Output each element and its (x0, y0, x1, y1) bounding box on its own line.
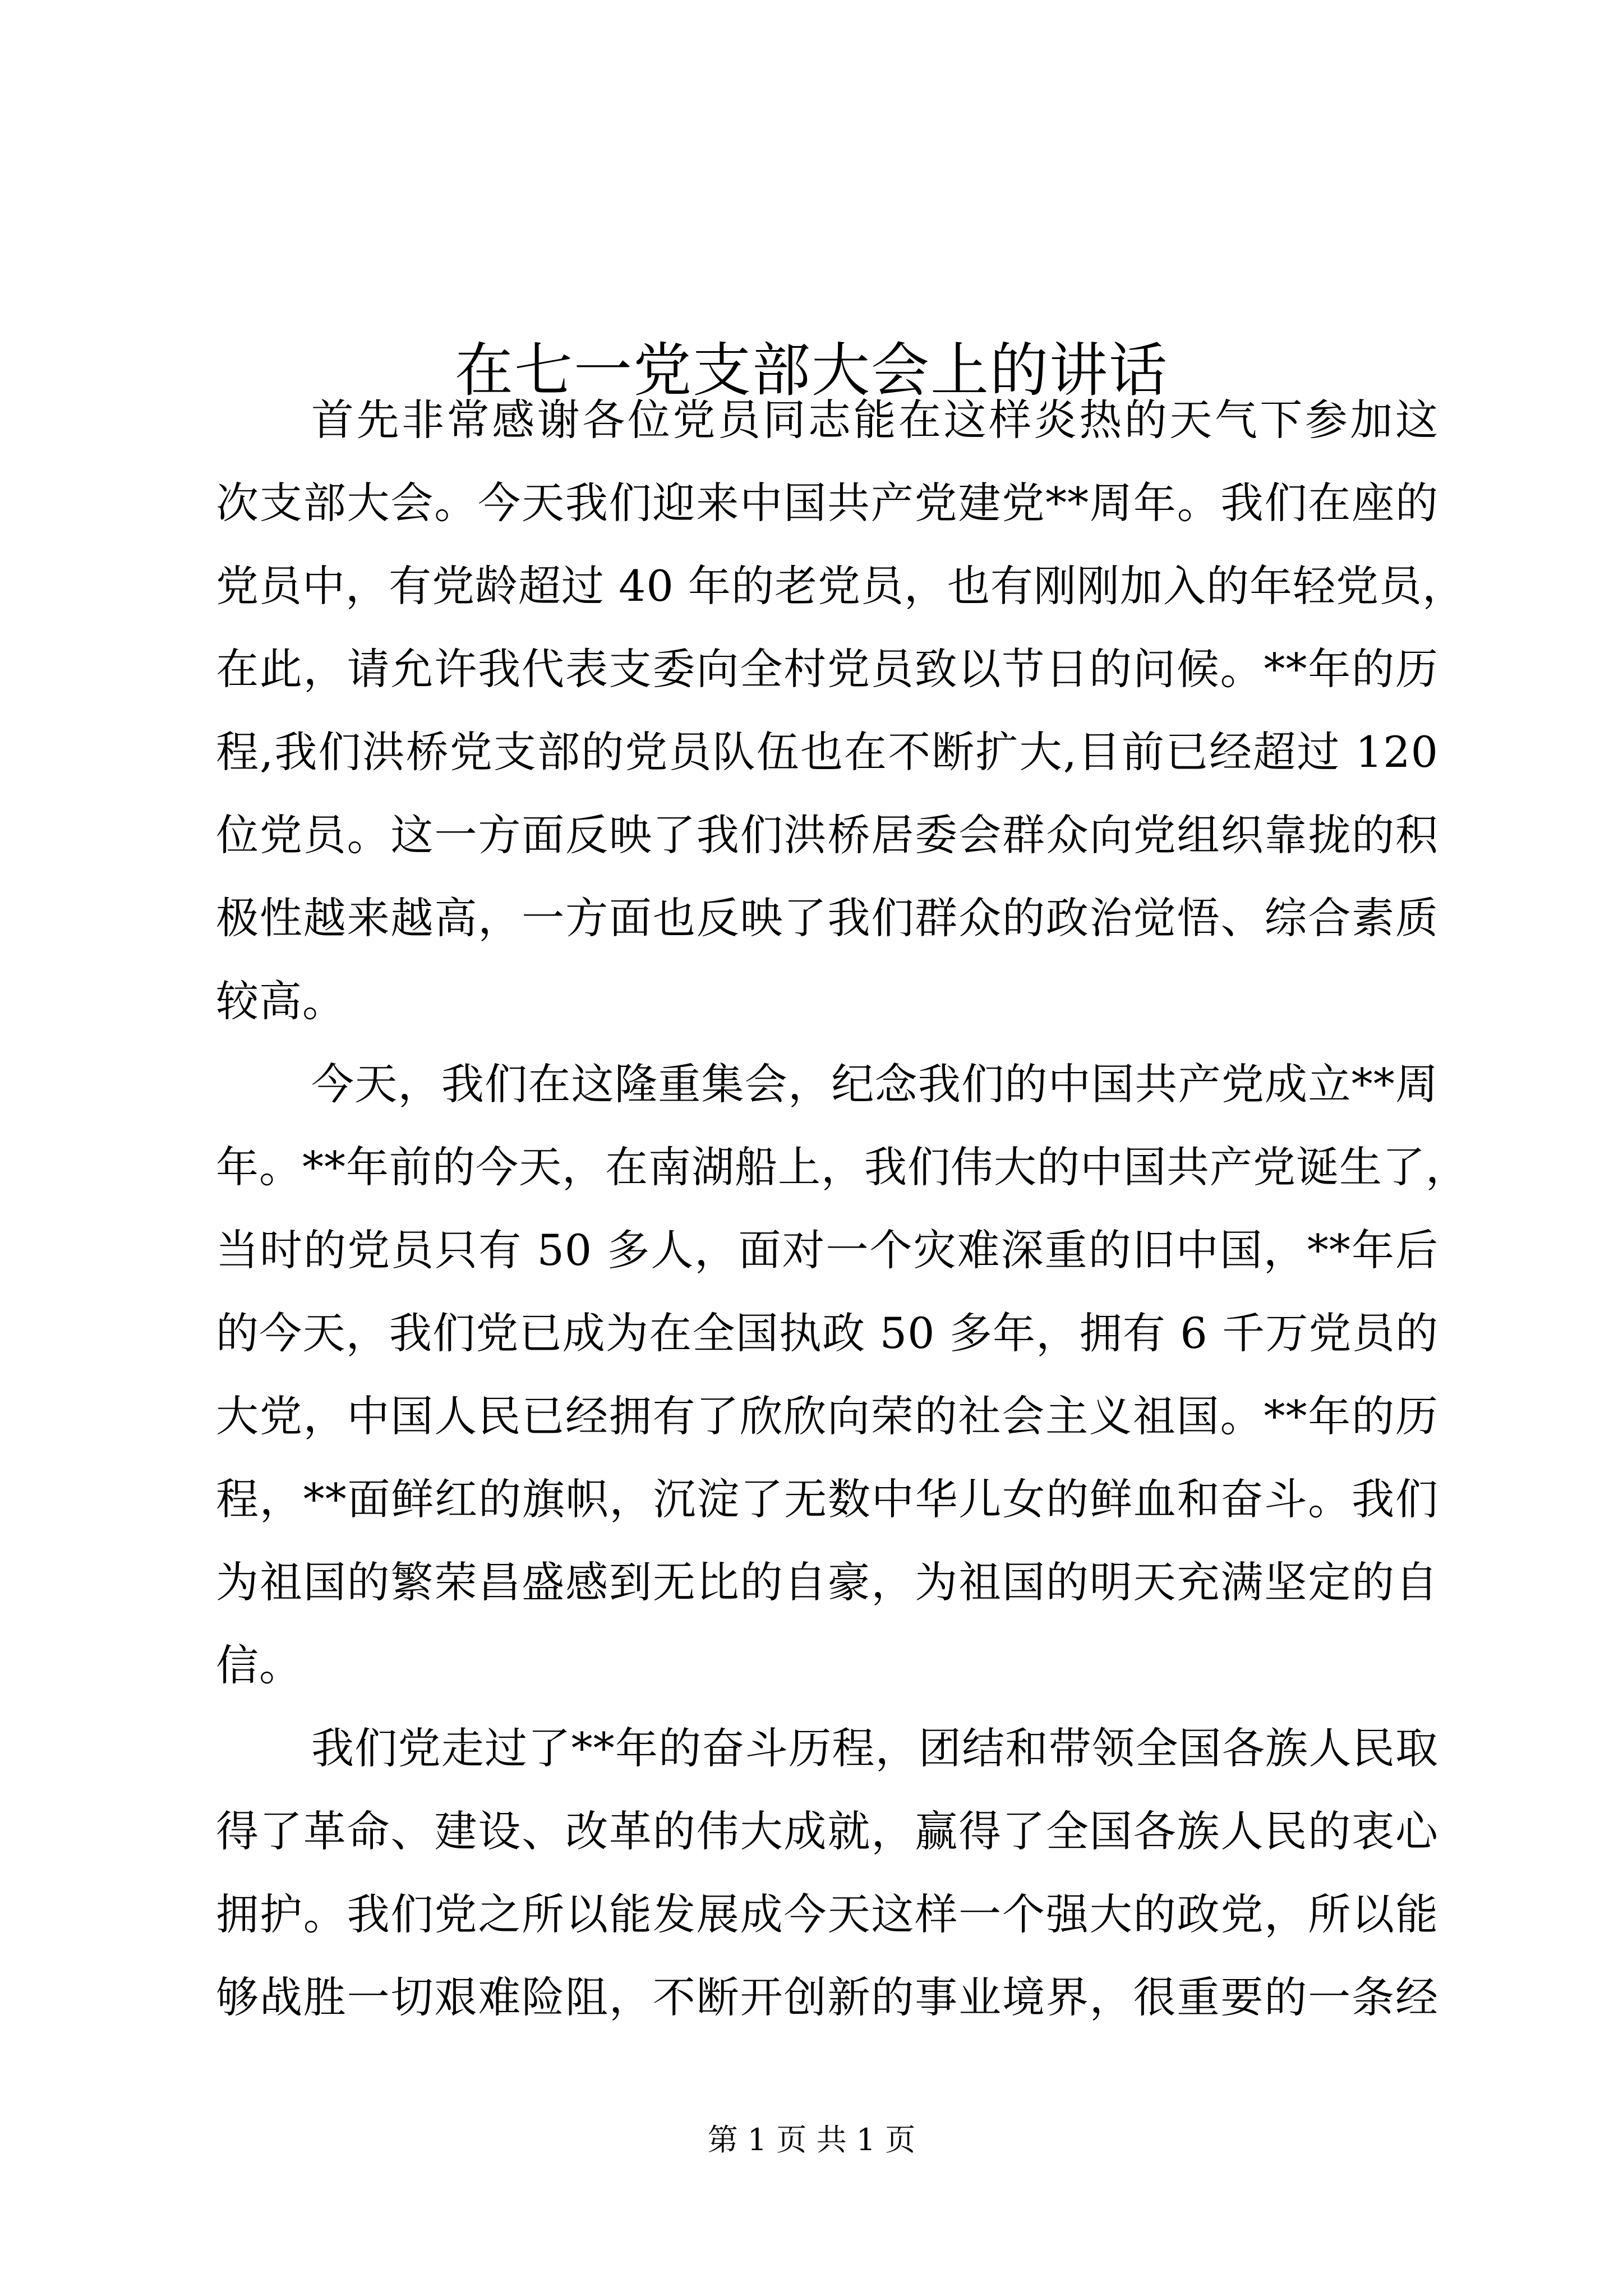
document-body (216, 379, 1469, 2039)
text-line: 为祖国的繁荣昌盛感到无比的自豪，为祖国的明天充满坚定的自 (216, 1557, 1438, 1607)
text-line: 大党，中国人民已经拥有了欣欣向荣的社会主义祖国。**年的历 (216, 1391, 1438, 1441)
text-line: 在此，请允许我代表支委向全村党员致以节日的问候。**年的历 (216, 644, 1438, 694)
text-line: 较高。 (216, 976, 345, 1026)
text-line: 我们党走过了**年的奋斗历程，团结和带领全国各族人民取 (311, 1723, 1438, 1773)
text-line: 当时的党员只有 50 多人，面对一个灾难深重的旧中国，**年后 (216, 1225, 1438, 1275)
text-line: 的今天，我们党已成为在全国执政 50 多年，拥有 6 千万党员的 (216, 1308, 1438, 1358)
text-line: 得了革命、建设、改革的伟大成就，赢得了全国各族人民的衷心 (216, 1806, 1438, 1856)
text-line: 够战胜一切艰难险阻，不断开创新的事业境界，很重要的一条经 (216, 1972, 1438, 2022)
text-line: 年。**年前的今天，在南湖船上，我们伟大的中国共产党诞生了， (216, 1142, 1469, 1192)
text-line: 今天，我们在这隆重集会，纪念我们的中国共产党成立**周 (311, 1059, 1438, 1109)
text-line: 首先非常感谢各位党员同志能在这样炎热的天气下参加这 (311, 395, 1438, 445)
text-line: 程,我们洪桥党支部的党员队伍也在不断扩大,目前已经超过 120 (216, 727, 1438, 777)
text-line: 极性越来越高，一方面也反映了我们群众的政治觉悟、综合素质 (216, 893, 1438, 943)
text-line: 程，**面鲜红的旗帜，沉淀了无数中华儿女的鲜血和奋斗。我们 (216, 1474, 1438, 1524)
page-footer: 第 1 页 共 1 页 (707, 2122, 916, 2157)
text-line: 党员中，有党龄超过 40 年的老党员，也有刚刚加入的年轻党员， (216, 561, 1466, 611)
text-line: 拥护。我们党之所以能发展成今天这样一个强大的政党，所以能 (216, 1889, 1438, 1939)
document-title: 在七一党支部大会上的讲话 (454, 335, 1168, 404)
text-line: 信。 (216, 1640, 302, 1690)
text-line: 次支部大会。今天我们迎来中国共产党建党**周年。我们在座的 (216, 478, 1438, 528)
text-line: 位党员。这一方面反映了我们洪桥居委会群众向党组织靠拢的积 (216, 810, 1438, 860)
